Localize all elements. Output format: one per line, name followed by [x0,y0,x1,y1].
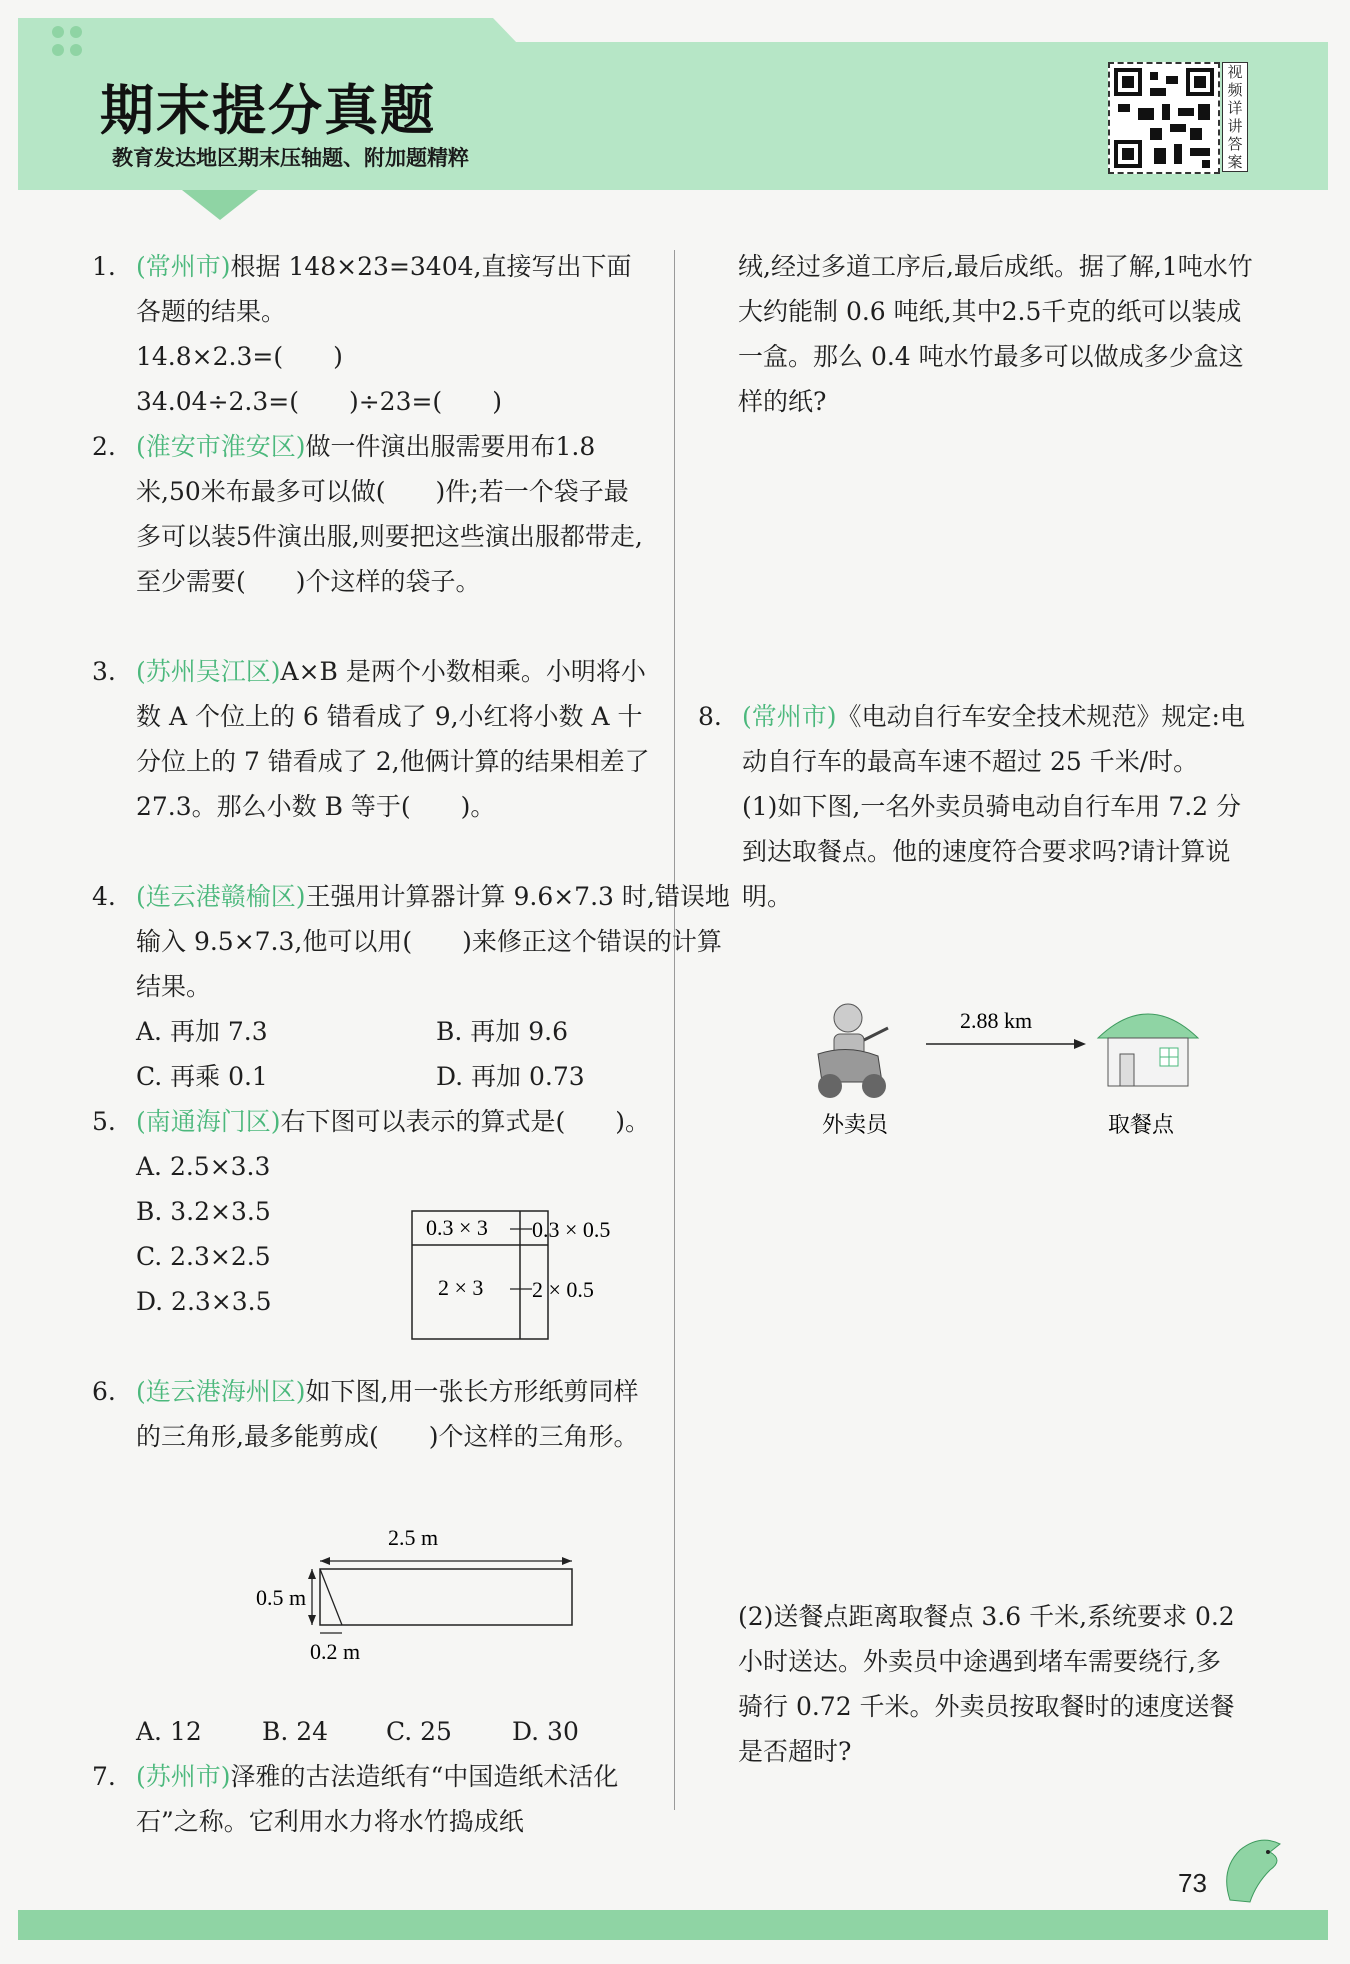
question-text: 右下图可以表示的算式是( )。 [280,1107,651,1136]
option-a: A. 再加 7.3 [136,1017,268,1046]
answer-line: 34.04÷2.3=( )÷23=( ) [136,387,502,416]
question-source: (苏州吴江区) [136,657,281,686]
option-a: A. 2.5×3.3 [136,1152,271,1181]
question-number: 2. [92,432,116,461]
question-source: (南通海门区) [136,1107,281,1136]
option-d: D. 30 [512,1717,579,1746]
question-6 [92,1369,652,1746]
question-8 [698,694,1258,1766]
option-c: C. 再乘 0.1 [136,1062,268,1091]
question-number: 4. [92,882,116,911]
question-text: 泽雅的古法造纸有“中国造纸术活化石”之称。它利用水力将水竹捣成纸 [136,1762,619,1836]
question-3 [92,649,652,829]
question-text: 《电动自行车安全技术规范》规定:电动自行车的最高车速不超过 25 千米/时。 [742,702,1245,776]
header-pointer [182,190,258,220]
diagram-label-tr: 0.3 × 0.5 [532,1217,611,1242]
qr-code-icon[interactable] [1108,62,1220,174]
question-4 [92,874,736,1099]
height-label: 0.5 m [256,1585,307,1610]
question-1 [92,244,652,424]
question-5 [92,1099,652,1324]
question-text: 根据 148×23=3404,直接写出下面各题的结果。 [136,252,632,326]
diagram-label-bl: 2 × 3 [438,1275,484,1300]
question-number: 6. [92,1377,116,1406]
area-model-diagram [410,1207,660,1347]
question-number: 1. [92,252,116,281]
option-b: B. 3.2×3.5 [136,1197,271,1226]
question-text: 做一件演出服需要用布1.8米,50米布最多可以做( )件;若一个袋子最多可以装5件演出服,则要把这些演出服都带走,至少需要( )个这样的袋子。 [136,432,643,596]
question-7 [92,1754,652,1844]
question-number: 3. [92,657,116,686]
question-text: A×B 是两个小数相乘。小明将小数 A 个位上的 6 错看成了 9,小红将小数 A 十分位上的 7 错看成了 2,他俩计算的结果相差了 27.3。那么小数 B 等于( )。 [136,657,650,821]
question-7-continued: 绒,经过多道工序后,最后成纸。据了解,1吨水竹大约能制 0.6 吨纸,其中2.5千克的纸可以装成一盒。那么 0.4 吨水竹最多可以做成多少盒这样的纸? [738,252,1253,416]
rider-label: 外卖员 [822,1113,889,1138]
question-number: 7. [92,1762,116,1791]
option-c: C. 25 [386,1717,452,1746]
part-2: (2)送餐点距离取餐点 3.6 千米,系统要求 0.2 小时送达。外卖员中途遇到堵车需要绕行,多骑行 0.72 千米。外卖员按取餐时的速度送餐是否超时? [738,1602,1235,1766]
qr-label: 视频详讲答案 [1222,62,1248,172]
option-d: D. 2.3×3.5 [136,1287,272,1316]
option-a: A. 12 [136,1717,202,1746]
rider-icon [818,1004,888,1098]
question-source: (常州市) [136,252,231,281]
question-number: 8. [698,702,722,731]
question-text: 王强用计算器计算 9.6×7.3 时,错误地输入 9.5×7.3,他可以用( )来修正这个错误的计算结果。 [136,882,730,1001]
question-source: (淮安市淮安区) [136,432,306,461]
dolphin-icon [1210,1830,1300,1910]
option-c: C. 2.3×2.5 [136,1242,271,1271]
distance-label: 2.88 km [960,1008,1033,1033]
page-subtitle: 教育发达地区期末压轴题、附加题精粹 [112,146,469,170]
question-2 [92,424,652,604]
diagram-label-tl: 0.3 × 3 [426,1215,488,1240]
dest-label: 取餐点 [1108,1113,1175,1138]
part-1: (1)如下图,一名外卖员骑电动自行车用 7.2 分到达取餐点。他的速度符合要求吗?请计算说明。 [742,792,1242,911]
width-label: 2.5 m [388,1525,439,1550]
question-source: (苏州市) [136,1762,231,1791]
option-b: B. 再加 9.6 [436,1017,568,1046]
answer-line: 14.8×2.3=( ) [136,342,343,371]
options-row [136,1709,636,1754]
delivery-figure [808,994,1208,1144]
question-source: (连云港海州区) [136,1377,306,1406]
option-b: B. 24 [262,1717,329,1746]
page-number: 73 [1178,1868,1207,1898]
rectangle-paper-diagram [192,1519,592,1679]
page-title: 期末提分真题 [100,79,436,142]
house-icon [1098,1014,1198,1086]
decorative-dots [52,26,100,74]
question-source: (常州市) [742,702,837,731]
diagram-label-br: 2 × 0.5 [532,1277,594,1302]
footer-band [18,1910,1328,1940]
question-number: 5. [92,1107,116,1136]
question-source: (连云港赣榆区) [136,882,306,911]
base-label: 0.2 m [310,1639,361,1664]
question-text: 如下图,用一张长方形纸剪同样的三角形,最多能剪成( )个这样的三角形。 [136,1377,639,1451]
option-d: D. 再加 0.73 [436,1062,585,1091]
